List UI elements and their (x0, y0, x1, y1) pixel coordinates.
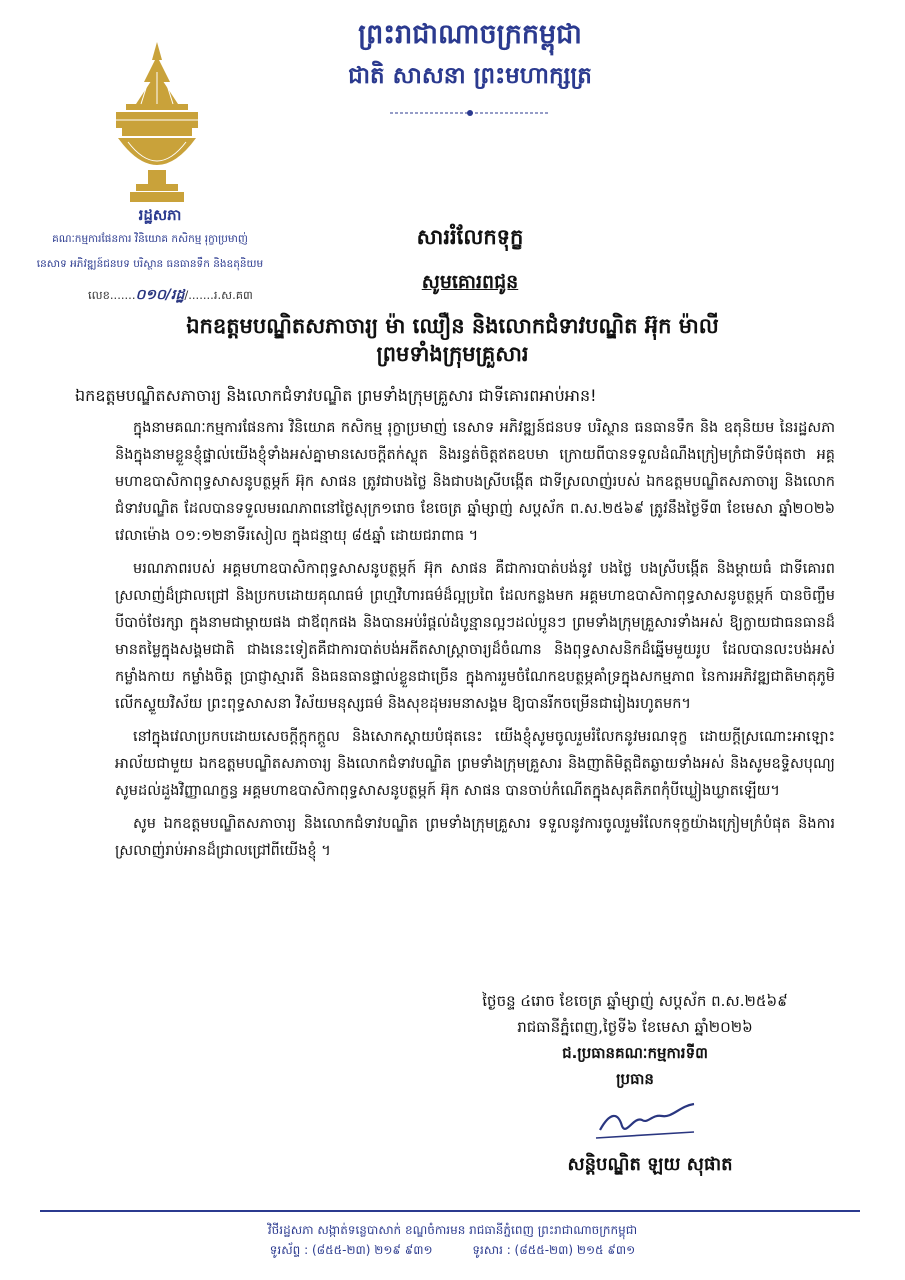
paragraph-2: មរណភាពរបស់ អគ្គមហាឧបាសិកាពុទ្ធសាសនូបត្ថម្ភក៍ អ៊ុក សាផន គឺជាការបាត់បង់នូវ បងថ្លៃ បងស្រីបង្កើត និងម្តាយធំ ជាទីគោរពស្រលាញ់ដ៏ជ្រាលជ្រៅ និងប្រកបដោយគុណធម៌ ព្រហ្មវិហារធម៌ដ៏ល្អប្រពៃ ដែលកន្លងមក អគ្គមហាឧបាសិកាពុទ្ធសាសនូបត្ថម្ភក៍ បានចិញ្ចឹមបីបាច់ថែរក្សា ក្នុងនាមជាម្តាយផង ជាឪពុកផង និងបានអប់រំផ្តល់ដំបូន្មានល្អៗដល់ប្អូនៗ ព្រមទាំងក្រុមគ្រួសារទាំងអស់ ឱ្យក្លាយជាធនធានដ៏មានតម្លៃក្នុងសង្គមជាតិ ជាងនេះទៀតគឺជាការបាត់បង់អតីតសាស្ត្រាចារ្យដ៏ចំណាន និងពុទ្ធសាសនិកដ៏ឆ្នើមមួយរូប ដែលបានលះបង់អស់កម្លាំងកាយ កម្លាំងចិត្ត ប្រាជ្ញាស្មារតី និងធនធានផ្ទាល់ខ្លួនជាច្រើន ក្នុងការរួមចំណែកឧបត្ថម្ភគាំទ្រក្នុងសកម្មភាព នៃការអភិវឌ្ឍជាតិមាតុភូមិ លើកស្ទួយវិស័យ ព្រះពុទ្ធសាសនា វិស័យមនុស្សធម៌ និងសុខដុមរមនាសង្គម ឱ្យបានរីកចម្រើនជារៀងរហូតមក។ (115, 561, 835, 712)
footer-fax: ទូរសារ : (៨៥៥-២៣) ២១៥ ៩៣១ (472, 1243, 636, 1257)
salutation: សូមគោរពជូន (421, 271, 519, 293)
reference-number-value: ០១០ (135, 287, 166, 303)
handwritten-signature (590, 1100, 700, 1145)
institution-name: រដ្ឋសភា (138, 206, 182, 224)
footer-address: វិថីរដ្ឋសភា សង្កាត់ទន្លេបាសាក់ ខណ្ឌចំការមន រាជធានីភ្នំពេញ ព្រះរាជាណាចក្រកម្ពុជា (267, 1223, 638, 1237)
footer-divider (40, 1210, 860, 1212)
recipient-line1: ឯកឧត្តមបណ្ឌិតសភាចារ្យ ម៉ា ឈឿន និងលោកជំទាវបណ្ឌិត អ៊ុក ម៉ាលី (186, 314, 719, 338)
closing-block (450, 988, 820, 1092)
signer-name: សន្តិបណ្ឌិត ឡយ សុផាត (567, 1154, 733, 1175)
national-motto: ជាតិ សាសនា ព្រះមហាក្សត្រ (348, 63, 592, 89)
committee-name-line2: នេសាទ អភិវឌ្ឍន៍ជនបទ បរិស្ថាន ធនធានទឹក និងឧតុនិយម (36, 258, 264, 270)
paragraph-3: នៅក្នុងវេលាប្រកបដោយសេចក្តីក្តុកក្តួល និងសោកស្តាយបំផុតនេះ យើងខ្ញុំសូមចូលរួមរំលែកនូវមរណទុក្ខ ដោយក្តីស្រណោះអាឡោះអាល័យជាមួយ ឯកឧត្តមបណ្ឌិតសភាចារ្យ និងលោកជំទាវបណ្ឌិត ព្រមទាំងក្រុមគ្រួសារ និងញាតិមិត្តជិតឆ្ងាយទាំងអស់ និងសូមឧទ្ទិសបុណ្យសូមដល់ដួងវិញ្ញាណក្ខន្ធ អគ្គមហាឧបាសិកាពុទ្ធសាសនូបត្ថម្ភក៍ អ៊ុក សាផន បានចាប់កំណើតក្នុងសុគតិភពកុំបីឃ្លៀងឃ្លាតឡើយ។ (115, 729, 835, 799)
reference-handwritten: /រដ្ឋ (165, 287, 185, 303)
place-date: រាជធានីភ្នំពេញ,ថ្ងៃទី៦ ខែមេសា ឆ្នាំ២០២៦ (517, 1018, 753, 1036)
paragraph-1: ក្នុងនាមគណៈកម្មការផែនការ វិនិយោគ កសិកម្ម រុក្ខាប្រមាញ់ នេសាទ អភិវឌ្ឍន៍ជនបទ បរិស្ថាន ធនធានទឹក និង ឧតុនិយម នៃរដ្ឋសភា និងក្នុងនាមខ្លួនខ្ញុំផ្ទាល់យើងខ្ញុំទាំងអស់គ្នាមានសេចក្តីតក់ស្លុត និងរន្ធត់ចិត្តឥតឧបមា ក្រោយពីបានទទួលដំណឹងក្រៀមក្រំជាទីបំផុតថា អគ្គមហាឧបាសិកាពុទ្ធសាសនូបត្ថម្ភក៍ អ៊ុក សាផន ត្រូវជាបងថ្លៃ និងជាបងស្រីបង្កើត ជាទីស្រលាញ់របស់ ឯកឧត្តមបណ្ឌិតសភាចារ្យ និងលោកជំទាវបណ្ឌិត ដែលបានទទួលមរណភាពនៅថ្ងៃសុក្រ១រោច ខែចេត្រ ឆ្នាំម្សាញ់ សប្តស័ក ព.ស.២៥៦៩ ត្រូវនឹងថ្ងៃទី៣ ខែមេសា ឆ្នាំ២០២៦ វេលាម៉ោង ០១:១២នាទីរសៀល ក្នុងជន្មាយុ ៨៥ឆ្នាំ ដោយជរាពាធ ។ (115, 420, 835, 544)
footer-contact (40, 1242, 865, 1260)
recipient-block (40, 312, 865, 369)
paragraph-4: សូម ឯកឧត្តមបណ្ឌិតសភាចារ្យ និងលោកជំទាវបណ្ឌិត ព្រមទាំងក្រុមគ្រួសារ ទទួលនូវការចូលរួមរំលែកទុក្ខយ៉ាងក្រៀមក្រំបំផុត និងការស្រលាញ់រាប់អានដ៏ជ្រាលជ្រៅពីយើងខ្ញុំ ។ (115, 816, 835, 859)
signer-role: ប្រធាន (616, 1070, 654, 1088)
reference-number: លេខ.......០១០/រដ្ឋ/.......រ.ស.គ៣ (88, 287, 253, 303)
letter-greeting: ឯកឧត្តមបណ្ឌិតសភាចារ្យ និងលោកជំទាវបណ្ឌិត ព្រមទាំងក្រុមគ្រួសារ ជាទីគោរពអាប់អាន! (75, 386, 597, 405)
reference-label: លេខ (88, 288, 110, 302)
lunar-date: ថ្ងៃចន្ទ ៤រោច ខែចេត្រ ឆ្នាំម្សាញ់ សប្តស័ក ព.ស.២៥៦៩ (482, 992, 788, 1010)
ornament-divider (385, 106, 555, 120)
recipient-line2: ព្រមទាំងក្រុមគ្រួសារ (376, 342, 529, 367)
on-behalf: ជ.ប្រធានគណៈកម្មការទី៣ (562, 1044, 708, 1062)
kingdom-title: ព្រះរាជាណាចក្រកម្ពុជា (358, 19, 582, 50)
parliament-emblem-icon (108, 42, 206, 204)
reference-suffix: /.......រ.ស.គ៣ (184, 288, 253, 302)
committee-name-line1: គណៈកម្មការផែនការ វិនិយោគ កសិកម្ម រុក្ខាប្រមាញ់ (52, 233, 248, 245)
letter-body (75, 382, 835, 871)
footer-phone: ទូរស័ព្ទ : (៨៥៥-២៣) ២១៩ ៩៣១ (269, 1243, 433, 1257)
document-title: សាររំលែកទុក្ខ (416, 225, 524, 249)
